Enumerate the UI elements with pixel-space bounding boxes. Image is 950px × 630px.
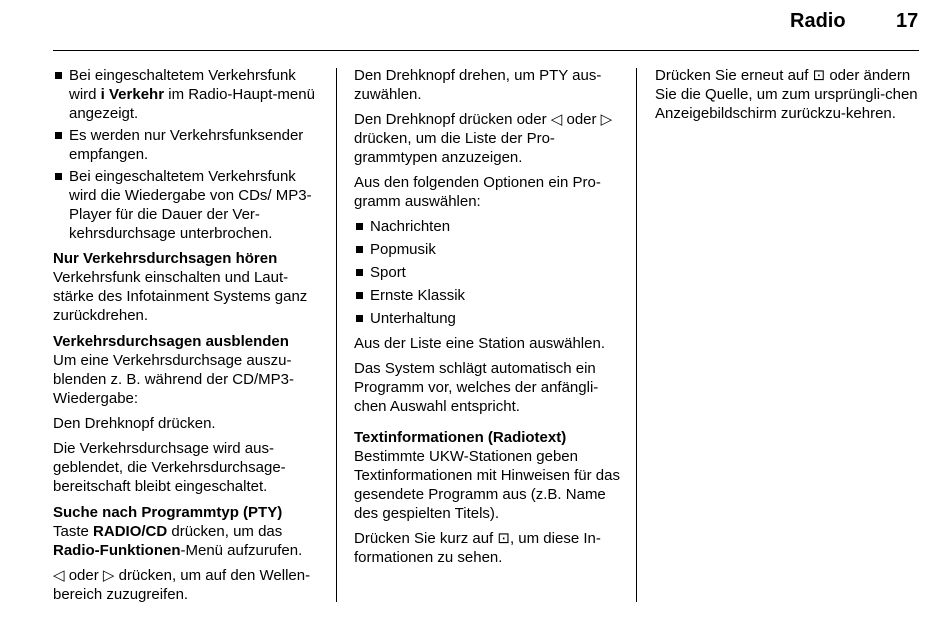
paragraph: Bestimmte UKW-Stationen geben Textinformationen mit Hinweisen für das gesendete Programm aus (z.B. Name des gespielten Titels).: [354, 448, 620, 522]
paragraph: Den Drehknopf drücken.: [53, 415, 216, 432]
paragraph: Den Drehknopf drücken oder ◁ oder ▷ drücken, um die Liste der Pro-grammtypen anzuzeigen.: [354, 111, 613, 166]
column-divider: [336, 68, 337, 602]
traffic-only-section: [53, 249, 319, 325]
column-1: [53, 66, 319, 611]
page-header: [0, 0, 950, 52]
radiotext-section: [354, 428, 624, 567]
hide-traffic-section: [53, 332, 319, 496]
subheading: Nur Verkehrsdurchsagen hören: [53, 250, 278, 267]
bullet-item: Bei eingeschaltetem Verkehrsfunk wird i Verkehr im Radio-Haupt-menü angezeigt.: [53, 66, 319, 123]
bullet-item: Bei eingeschaltetem Verkehrsfunk wird die Wiedergabe von CDs/ MP3-Player für die Dauer der Ver-kehrsdurchsage unterbrochen.: [53, 167, 319, 243]
paragraph: Drücken Sie kurz auf ⊡, um diese In-formationen zu sehen.: [354, 530, 601, 566]
subheading: Textinformationen (Radiotext): [354, 429, 567, 446]
option-item: Nachrichten: [354, 217, 624, 236]
pty-search-section: [53, 503, 319, 604]
column-divider: [636, 68, 637, 602]
program-type-options: [354, 217, 624, 328]
option-item: Unterhaltung: [354, 309, 624, 328]
paragraph: Taste RADIO/CD drücken, um das Radio-Funktionen-Menü aufzurufen.: [53, 523, 303, 559]
paragraph: ◁ oder ▷ drücken, um auf den Wellen-bereich zuzugreifen.: [53, 567, 311, 603]
paragraph: Drücken Sie erneut auf ⊡ oder ändern Sie die Quelle, um zum ursprüngli-chen Anzeigebildschirm zurückzu-kehren.: [655, 67, 918, 122]
paragraph: Aus der Liste eine Station auswählen.: [354, 335, 605, 352]
paragraph: Das System schlägt automatisch ein Programm vor, welches der anfängli-chen Auswahl entspricht.: [354, 360, 599, 415]
subheading: Verkehrsdurchsagen ausblenden: [53, 333, 289, 350]
column-3: [655, 66, 921, 129]
option-item: Ernste Klassik: [354, 286, 624, 305]
option-item: Sport: [354, 263, 624, 282]
paragraph: Die Verkehrsdurchsage wird aus-geblendet, die Verkehrsdurchsage-bereitschaft bleibt eingeschaltet.: [53, 440, 286, 495]
paragraph: Verkehrsfunk einschalten und Laut-stärke des Infotainment Systems ganz zurückdrehen.: [53, 269, 308, 324]
header-rule: [53, 50, 919, 51]
traffic-info-bullets: [53, 66, 319, 243]
bullet-item: Es werden nur Verkehrsfunksender empfangen.: [53, 126, 319, 164]
page-number: 17: [896, 10, 919, 32]
section-title: Radio: [790, 10, 846, 32]
column-2: [354, 66, 624, 574]
option-item: Popmusik: [354, 240, 624, 259]
paragraph: Den Drehknopf drehen, um PTY aus-zuwählen.: [354, 67, 602, 103]
subheading: Suche nach Programmtyp (PTY): [53, 504, 283, 521]
paragraph: Aus den folgenden Optionen ein Pro-gramm auswählen:: [354, 174, 601, 210]
paragraph: Um eine Verkehrsdurchsage auszu-blenden z. B. während der CD/MP3-Wiedergabe:: [53, 352, 294, 407]
